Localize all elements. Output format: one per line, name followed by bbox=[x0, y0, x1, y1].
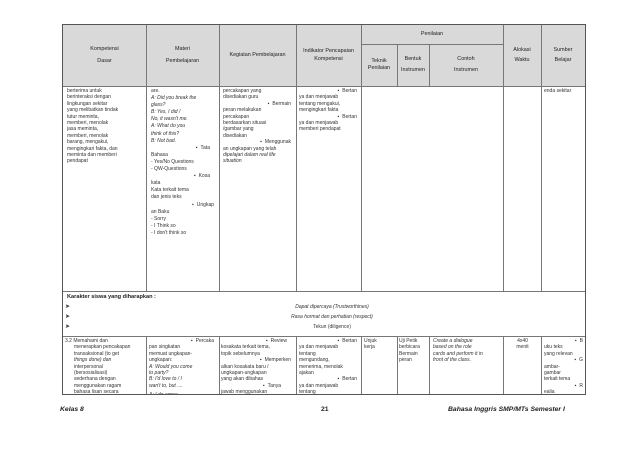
row1-materi-line: dan jenis teks bbox=[151, 194, 182, 201]
vline-teknik-r2 bbox=[397, 336, 398, 394]
row1-kegiatan-line: disediakan bbox=[223, 132, 247, 139]
row2-alokasi-line: 4x40 bbox=[517, 338, 528, 344]
karakter-item-text: Rasa hormat dan perhatian (respect) bbox=[291, 314, 373, 320]
row2-contoh-line: based on the role bbox=[433, 344, 472, 351]
row2-teknik-cell bbox=[364, 338, 396, 358]
row1-kd-line: lingkungan sekitar bbox=[67, 100, 108, 107]
row2-sumber-bullet: ▪ R bbox=[544, 383, 584, 389]
row2-kegiatan-line: alkan kosakata baru / bbox=[221, 363, 269, 370]
row2-materi-line: pan singkatan bbox=[149, 344, 181, 351]
row1-indikator-line: mengingkari fakta bbox=[299, 107, 339, 114]
row2-contoh-line: cards and perform it in bbox=[433, 350, 483, 357]
row2-sumber-bullet: ▪ G bbox=[544, 357, 584, 363]
header-penilaian bbox=[361, 25, 503, 44]
row2-materi-bullet: ▪ Percaka bbox=[149, 338, 218, 344]
header-alokasi bbox=[503, 25, 541, 86]
row2-kd-line: bahasa lisan secara bbox=[74, 389, 119, 394]
row1-materi-line: an Baku bbox=[151, 208, 170, 215]
row2-bentuk-cell bbox=[399, 338, 429, 368]
row2-kd-line: things done) dan bbox=[74, 357, 112, 364]
row2-kd-line: menggunakan ragam bbox=[74, 382, 122, 389]
row2-sumber-cell bbox=[544, 338, 584, 394]
header-indikator bbox=[296, 25, 361, 86]
row1-kegiatan-cell bbox=[223, 88, 295, 288]
row2-kegiatan-bullet: ▪ Review bbox=[221, 338, 295, 344]
row1-sumber-line: enda sekitar bbox=[544, 88, 572, 94]
row2-kegiatan-bullet: ▪ Memperken bbox=[221, 357, 295, 363]
row1-indikator-cell bbox=[299, 88, 361, 288]
row2-kd-cell bbox=[65, 338, 145, 394]
row1-indikator-line: ya dan menjawab bbox=[299, 94, 339, 101]
row1-materi-line: kata bbox=[151, 180, 161, 187]
row1-materi-line: A: Did you break the bbox=[151, 95, 197, 102]
row2-bentuk-line: Bermain bbox=[399, 350, 418, 357]
header-kegiatan bbox=[219, 25, 296, 86]
row1-bottom-line bbox=[63, 291, 585, 292]
row1-kegiatan-line: an ungkapan yang telah bbox=[223, 145, 277, 152]
row2-sumber-line: terkait tema bbox=[544, 376, 571, 383]
row2-materi-line: B: I'd love to / I bbox=[149, 376, 182, 383]
row1-kegiatan-line: percakapan yang bbox=[223, 88, 262, 94]
row1-materi-line: B: Not bad. bbox=[151, 137, 177, 144]
karakter-item bbox=[79, 304, 585, 310]
header-indikator-line2: Kompetensi bbox=[314, 55, 343, 62]
row2-kegiatan-line: jawab menggunakan bbox=[221, 389, 268, 394]
header-bentuk-line2: Instrumen bbox=[401, 66, 425, 73]
footer-page-number: 21 bbox=[321, 406, 329, 413]
vline-materi-r2 bbox=[219, 336, 220, 394]
header-teknik bbox=[361, 44, 397, 86]
header-kegiatan-text: Kegiatan Pembelajaran bbox=[229, 51, 286, 58]
row2-contoh-line: Create a dialogue bbox=[433, 338, 473, 344]
row1-materi-line: are. bbox=[151, 88, 160, 94]
row1-materi-line: - Sorry bbox=[151, 215, 166, 222]
row1-kegiatan-line: percakapan bbox=[223, 113, 250, 120]
row2-indikator-cell bbox=[299, 338, 361, 394]
row2-kegiatan-line: kosakata terkait tema, bbox=[221, 344, 270, 351]
row1-kd-line: jasa meminta, bbox=[67, 126, 99, 133]
row1-materi-bullet: ▪ Ungkap bbox=[151, 202, 218, 209]
row1-materi-line: Kata terkait tema bbox=[151, 187, 189, 194]
row2-kegiatan-bullet: ▪ Tanya bbox=[221, 383, 295, 389]
row1-kd-line: berinteraksi dengan bbox=[67, 94, 111, 101]
karakter-item bbox=[79, 324, 585, 330]
row1-kd-line: tutur meminta, bbox=[67, 113, 99, 120]
row2-indikator-bullet: ▪ Bertan bbox=[299, 376, 361, 382]
row2-kd-line: (bersosialisasi) bbox=[74, 369, 108, 376]
row1-indikator-line: tentang mengakui, bbox=[299, 100, 341, 107]
header-sumber-line1: Sumber bbox=[553, 46, 573, 53]
row1-kegiatan-bullet: ▪ Menggunak bbox=[223, 139, 295, 145]
row2-teknik-line: kerja bbox=[364, 344, 375, 351]
vline-bentuk-r2 bbox=[429, 336, 430, 394]
row2-indikator-line: mengundang, bbox=[299, 357, 330, 364]
karakter-bottom-line bbox=[63, 336, 585, 337]
row1-indikator-line: ya dan menjawab bbox=[299, 119, 339, 126]
row2-alokasi-line: menit bbox=[516, 344, 529, 351]
header-teknik-line1: Teknik bbox=[371, 57, 387, 64]
footer-class-label: Kelas 8 bbox=[60, 406, 84, 413]
row2-sumber-line: uku teks bbox=[544, 344, 563, 351]
row2-bentuk-line: peran bbox=[399, 357, 412, 364]
header-alokasi-line1: Alokasi bbox=[513, 46, 531, 53]
row2-contoh-cell bbox=[433, 338, 503, 368]
row2-contoh-line: front of the class. bbox=[433, 357, 472, 364]
row1-materi-line: - Yes/No Questions bbox=[151, 158, 194, 165]
row1-kd-line: mengingkari fakta, dan bbox=[67, 145, 118, 152]
row2-kd-line: menerapkan pencakapan bbox=[74, 344, 131, 351]
row1-materi-line: - I Think so bbox=[151, 222, 176, 229]
footer-subject-label: Bahasa Inggris SMP/MTs Semester I bbox=[448, 406, 565, 413]
row2-materi-line bbox=[149, 392, 218, 394]
row2-sumber-line: ealia bbox=[544, 389, 555, 394]
header-contoh-line2: Instrumen bbox=[454, 66, 478, 73]
row2-indikator-line: tentang bbox=[299, 389, 316, 394]
arrow-bullet-icon: ➤ bbox=[65, 304, 71, 310]
row2-kd-line: sederhana dengan bbox=[74, 376, 116, 383]
row2-bentuk-line: berbicara bbox=[399, 344, 420, 351]
row1-materi-line: glass? bbox=[151, 102, 166, 109]
row1-kd-line: yang melibatkan tindak bbox=[67, 107, 119, 114]
header-contoh bbox=[429, 44, 503, 86]
row1-kegiatan-line: disediakan guru bbox=[223, 94, 259, 101]
row2-kegiatan-line: ungkapan-ungkapan bbox=[221, 369, 267, 376]
arrow-bullet-icon: ➤ bbox=[65, 314, 71, 320]
karakter-title: Karakter siswa yang diharapkan : bbox=[67, 294, 156, 300]
row2-materi-line: ungkapan: bbox=[149, 357, 173, 364]
row2-kd-line: 3.2 Memahami dan bbox=[65, 338, 108, 344]
row2-kegiatan-cell bbox=[221, 338, 295, 394]
vline-kd-r2 bbox=[146, 336, 147, 394]
row1-materi-bullet: ▪ Tata bbox=[151, 145, 218, 152]
row2-indikator-line: tentang bbox=[299, 350, 316, 357]
row1-materi-line: A: What do you bbox=[151, 123, 186, 130]
row1-kd-line: barang, mengakui, bbox=[67, 139, 109, 146]
vline-indikator-r2 bbox=[361, 336, 362, 394]
row2-materi-line: wan't to, but .... bbox=[149, 382, 183, 389]
row2-materi-cell bbox=[149, 338, 218, 394]
header-materi-line2: Pembelajaran bbox=[165, 57, 200, 64]
row1-kegiatan-line: berdasarkan situasi bbox=[223, 119, 267, 126]
row2-alokasi-cell bbox=[504, 338, 541, 358]
row1-kd-line: pendapat bbox=[67, 158, 88, 165]
row1-kd-cell bbox=[67, 88, 145, 288]
header-penilaian-text: Penilaian bbox=[420, 30, 444, 37]
header-teknik-line2: Penilaian bbox=[367, 65, 391, 71]
row1-indikator-line: memberi pendapat bbox=[299, 126, 341, 133]
header-contoh-line1: Contoh bbox=[457, 56, 475, 63]
row2-sumber-bullet: ▪ B bbox=[544, 338, 584, 344]
row2-materi-line: A: Would you come bbox=[149, 363, 193, 370]
row1-kd-line: memberi, menolak bbox=[67, 119, 109, 126]
karakter-item-text: Dapat dipercaya (Trustworthines) bbox=[295, 304, 369, 310]
row2-kegiatan-line: topik sebelumnya bbox=[221, 350, 260, 357]
row1-kd-line: memberi, menolak bbox=[67, 132, 109, 139]
row2-materi-line: memuat ungkapan- bbox=[149, 350, 193, 357]
row1-materi-line: - I don't think so bbox=[151, 229, 187, 236]
vline-alokasi-r2 bbox=[541, 336, 542, 394]
row1-sumber-cell bbox=[544, 88, 584, 108]
header-bentuk bbox=[397, 44, 429, 86]
row1-materi-line: - QW-Questions bbox=[151, 166, 187, 173]
row2-indikator-line: ya dan menjawab bbox=[299, 344, 339, 351]
row1-indikator-bullet: ▪ Bertan bbox=[299, 114, 361, 120]
row2-teknik-line: Unjuk bbox=[364, 338, 377, 344]
header-sumber-line2: Belajar bbox=[554, 57, 572, 63]
row2-indikator-line: ajakan bbox=[299, 369, 314, 376]
row1-materi-line: Bahasa bbox=[151, 151, 168, 158]
header-kompetensi-dasar bbox=[63, 25, 146, 86]
row2-materi-line: to party? bbox=[149, 369, 169, 376]
row2-sumber-line: yang relevan bbox=[544, 350, 573, 357]
row2-sumber-line: gambar bbox=[544, 369, 561, 376]
row2-kd-line: transaksional (to get bbox=[74, 350, 120, 357]
header-indikator-line1: Indikator Pencapaian bbox=[303, 48, 354, 55]
row1-materi-line: No, it wasn't me. bbox=[151, 116, 188, 123]
row2-indikator-bullet: ▪ Bertan bbox=[299, 338, 361, 344]
row1-materi-line: B: Yes, I did / bbox=[151, 109, 181, 116]
row1-materi-cell bbox=[151, 88, 218, 290]
arrow-bullet-icon: ➤ bbox=[65, 324, 71, 330]
header-materi-line1: Materi bbox=[175, 46, 190, 53]
header-bottom-line bbox=[63, 86, 585, 87]
row2-sumber-line: ambar- bbox=[544, 363, 560, 370]
row1-kegiatan-line: /gambar yang bbox=[223, 126, 254, 133]
row1-kd-line: meminta dan memberi bbox=[67, 151, 117, 158]
header-bentuk-line1: Bentuk bbox=[404, 56, 422, 63]
header-materi bbox=[146, 25, 219, 86]
row1-kd-line: berterima untuk bbox=[67, 88, 102, 94]
karakter-item-text: Tekun (diligence) bbox=[313, 324, 351, 330]
row2-kegiatan-line: yang akan dibahas bbox=[221, 376, 263, 383]
silabus-table bbox=[62, 24, 586, 395]
row1-materi-bullet: ▪ Kosa bbox=[151, 173, 218, 180]
row1-kegiatan-line: dipelajari dalam real life bbox=[223, 151, 276, 158]
row2-indikator-line: ya dan menjawab bbox=[299, 382, 339, 389]
header-kd-line1: Kompetensi bbox=[90, 46, 119, 53]
row2-indikator-line: menerima, menolak bbox=[299, 363, 343, 370]
header-sumber bbox=[541, 25, 585, 86]
header-alokasi-line2: Waktu bbox=[514, 57, 530, 63]
row2-kd-line: interpersonal bbox=[74, 363, 103, 370]
vline-kegiatan-r2 bbox=[296, 336, 297, 394]
row1-kegiatan-line: situation bbox=[223, 158, 242, 165]
row1-indikator-bullet: ▪ Bertan bbox=[299, 88, 361, 94]
karakter-item bbox=[79, 314, 585, 320]
row1-kegiatan-line: peran melakukan bbox=[223, 107, 262, 114]
header-kd-line2: Dasar bbox=[97, 57, 112, 64]
row1-kegiatan-bullet: ▪ Bermain bbox=[223, 101, 295, 107]
row1-materi-line: think of this? bbox=[151, 130, 180, 137]
row2-bentuk-line: Uji Petik bbox=[399, 338, 418, 344]
